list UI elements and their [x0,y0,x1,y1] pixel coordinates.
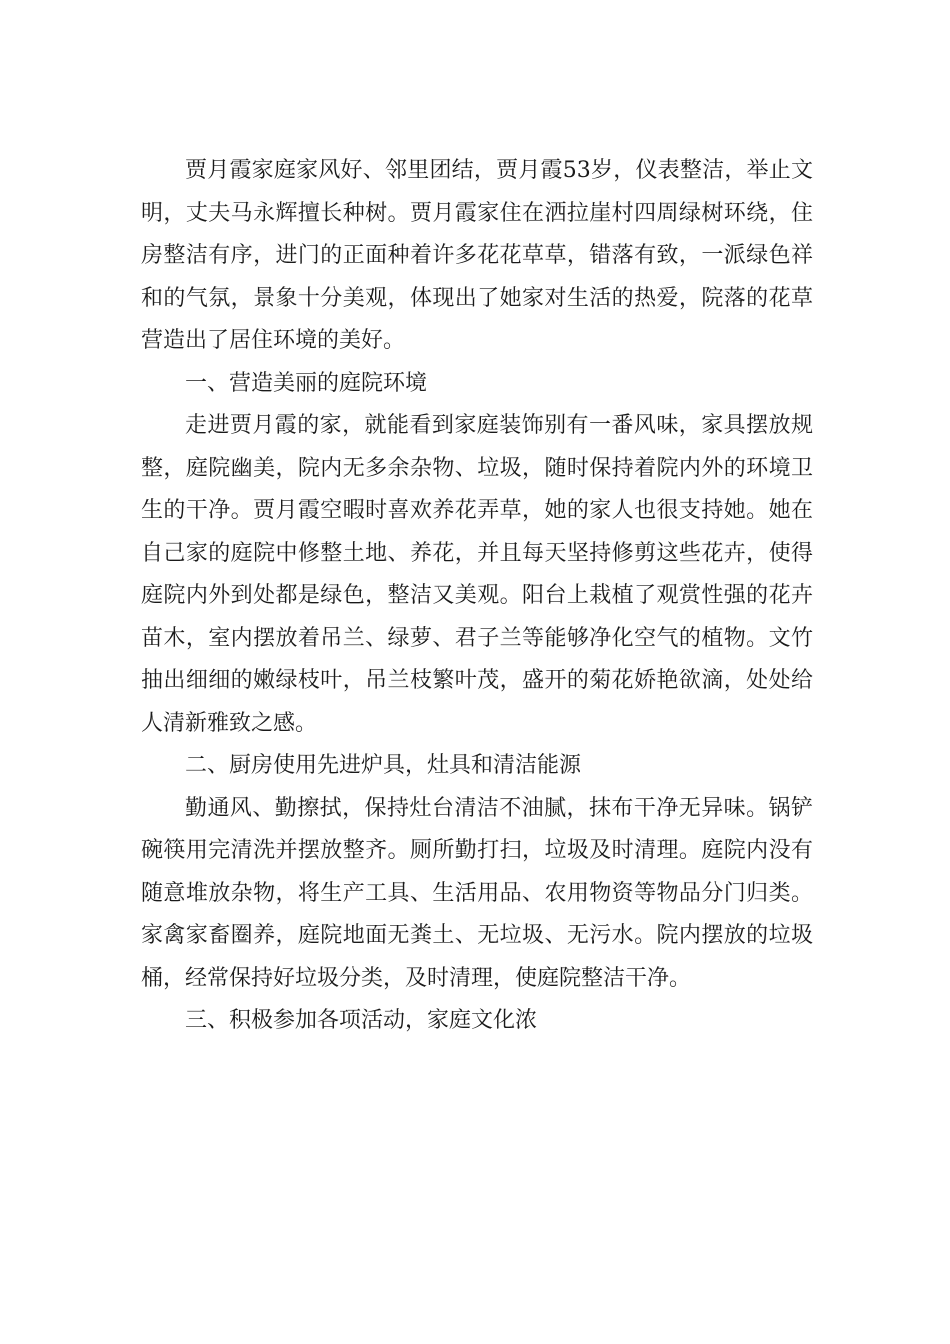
intro-paragraph: 贾月霞家庭家风好、邻里团结，贾月霞53岁，仪表整洁，举止文明，丈夫马永辉擅长种树。贾月霞家住在洒拉崖村四周绿树环绕，住房整洁有序，进门的正面种着许多花花草草，错落有致，一派绿色祥和的气氛，景象十分美观，体现出了她家对生活的热爱，院落的花草营造出了居住环境的美好。 [141,158,813,353]
section-paragraph-2: 勤通风、勤擦拭，保持灶台清洁不油腻，抹布干净无异味。锅铲碗筷用完清洗并摆放整齐。厕所勤打扫，垃圾及时清理。庭院内没有随意堆放杂物，将生产工具、生活用品、农用物资等物品分门归类。家禽家畜圈养，庭院地面无粪土、无垃圾、无污水。院内摆放的垃圾桶，经常保持好垃圾分类，及时清理，使庭院整洁干净。 [141,795,813,991]
section-heading-1: 一、营造美丽的庭院环境 [185,370,428,396]
section-heading-2: 二、厨房使用先进炉具，灶具和清洁能源 [185,753,582,778]
document-body [141,150,813,1043]
section-heading-3: 三、积极参加各项活动，家庭文化浓 [185,1008,538,1033]
section-paragraph-1: 走进贾月霞的家，就能看到家庭装饰别有一番风味，家具摆放规整，庭院幽美，院内无多余杂物、垃圾，随时保持着院内外的环境卫生的干净。贾月霞空暇时喜欢养花弄草，她的家人也很支持她。她在自己家的庭院中修整土地、养花，并且每天坚持修剪这些花卉，使得庭院内外到处都是绿色，整洁又美观。阳台上栽植了观赏性强的花卉苗木，室内摆放着吊兰、绿萝、君子兰等能够净化空气的植物。文竹抽出细细的嫩绿枝叶，吊兰枝繁叶茂，盛开的菊花娇艳欲滴，处处给人清新雅致之感。 [141,413,813,736]
